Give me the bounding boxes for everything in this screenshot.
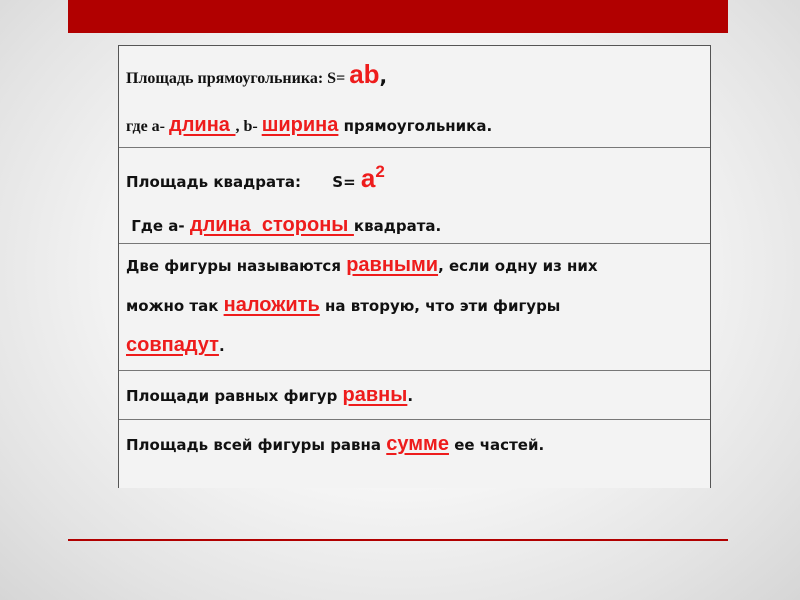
highlight-length: длина (169, 114, 236, 136)
square-definition-line (126, 214, 441, 237)
bottom-accent-line (68, 539, 728, 541)
equal-figures-line-2 (126, 294, 560, 317)
rectangle-def-end: прямоугольника. (338, 117, 493, 135)
equal-figures-line-3 (126, 334, 225, 357)
highlight-side-length: длина стороны (189, 214, 354, 236)
equal-areas-prefix: Площади равных фигур (126, 387, 343, 405)
square-def-end: квадрата. (353, 217, 442, 235)
highlight-sum: сумме (386, 433, 449, 455)
square-formula-line (126, 162, 385, 194)
square-def-prefix: Где а- (126, 217, 190, 235)
table-row-rectangle-area (119, 46, 710, 148)
rectangle-definition-line (126, 114, 492, 137)
equal-figures-l1-end: , если одну из них (438, 257, 598, 275)
rectangle-def-prefix: где а- (126, 118, 169, 135)
highlight-width: ширина (261, 114, 339, 136)
equal-figures-l1-prefix: Две фигуры называются (126, 257, 347, 275)
equal-figures-l3-end: . (218, 337, 225, 355)
highlight-equal-areas: равны (342, 384, 408, 406)
highlight-equal: равными (346, 254, 439, 276)
sum-of-parts-prefix: Площадь всей фигуры равна (126, 436, 387, 454)
equal-figures-l2-end: на вторую, что эти фигуры (319, 297, 561, 315)
top-accent-bar (68, 0, 728, 33)
table-row-sum-of-parts (119, 420, 710, 488)
sum-of-parts-end: ее частей. (448, 436, 545, 454)
highlight-coincide: совпадут (126, 334, 219, 356)
square-formula-exponent: 2 (375, 162, 385, 181)
rectangle-formula-ab: ab (349, 59, 380, 89)
sum-of-parts-line (126, 433, 544, 456)
rectangle-formula-text: Площадь прямоугольника: S= (126, 70, 350, 87)
table-row-equal-figures (119, 244, 710, 371)
square-formula-text: Площадь квадрата: S= (126, 173, 361, 191)
equal-figures-l2-prefix: можно так (126, 297, 224, 315)
rectangle-def-mid: , b- (235, 118, 262, 135)
equal-areas-line (126, 384, 413, 407)
rules-table (118, 45, 711, 488)
rectangle-formula-line (126, 59, 387, 90)
equal-areas-end: . (407, 387, 414, 405)
table-row-square-area (119, 148, 710, 244)
rectangle-formula-comma: , (379, 64, 388, 88)
equal-figures-line-1 (126, 254, 598, 277)
highlight-overlay: наложить (223, 294, 320, 316)
square-formula-a: a (360, 163, 376, 193)
table-row-equal-areas (119, 371, 710, 420)
